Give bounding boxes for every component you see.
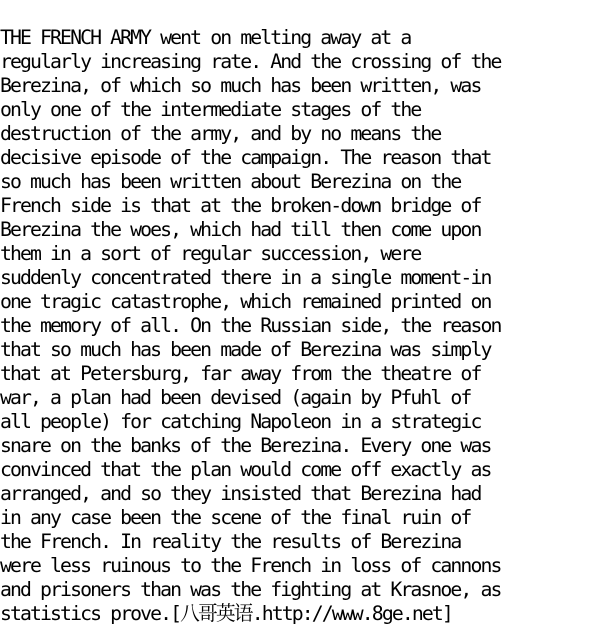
text-line: war, a plan had been devised (again by Pfuhl of <box>0 386 471 409</box>
text-line: the memory of all. On the Russian side, the reason <box>0 314 501 337</box>
text-line: destruction of the army, and by no means the <box>0 122 441 145</box>
text-line: the French. In reality the results of Berezina <box>0 530 461 553</box>
text-line: decisive episode of the campaign. The reason that <box>0 146 491 169</box>
text-line: so much has been written about Berezina on the <box>0 170 461 193</box>
text-line: suddenly concentrated there in a single moment-in <box>0 266 491 289</box>
text-line: were less ruinous to the French in loss of cannons <box>0 554 501 577</box>
text-line: regularly increasing rate. And the crossing of the <box>0 50 501 73</box>
text-line: THE FRENCH ARMY went on melting away at a <box>0 26 411 49</box>
text-line: convinced that the plan would come off exactly as <box>0 458 491 481</box>
document-text-block <box>0 26 600 626</box>
text-line: that so much has been made of Berezina was simply <box>0 338 491 361</box>
text-line: snare on the banks of the Berezina. Every one was <box>0 434 491 457</box>
text-line: French side is that at the broken-down bridge of <box>0 194 481 217</box>
text-line: Berezina the woes, which had till then come upon <box>0 218 481 241</box>
text-line: them in a sort of regular succession, were <box>0 242 421 265</box>
text-line: that at Petersburg, far away from the theatre of <box>0 362 481 385</box>
text-line: arranged, and so they insisted that Berezina had <box>0 482 481 505</box>
text-line: statistics prove.[八哥英语.http://www.8ge.net] <box>0 602 452 625</box>
text-line: and prisoners than was the fighting at Krasnoe, as <box>0 578 501 601</box>
text-line: in any case been the scene of the final ruin of <box>0 506 471 529</box>
text-line: only one of the intermediate stages of the <box>0 98 421 121</box>
text-line: all people) for catching Napoleon in a strategic <box>0 410 481 433</box>
text-line: one tragic catastrophe, which remained printed on <box>0 290 491 313</box>
text-line: Berezina, of which so much has been written, was <box>0 74 481 97</box>
